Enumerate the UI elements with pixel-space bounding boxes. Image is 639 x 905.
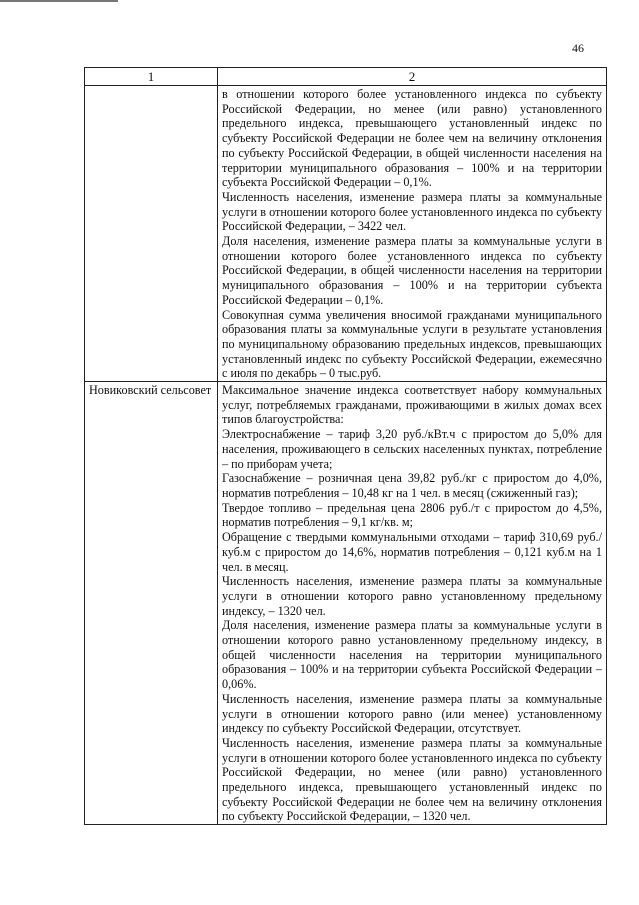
paragraph: Численность населения, изменение размера платы за коммунальные услуги в отношении которого равно установленному предельному индексу, – 1320 чел. [222, 574, 602, 618]
paragraph: Максимальное значение индекса соответствует набору коммунальных услуг, потребляемых гражданами, проживающими в жилых домах всех типов благоустройства: [222, 383, 602, 427]
paragraph: в отношении которого более установленного индекса по субъекту Российской Федерации, но менее (или равно) установленного предельного индекса, превышающего установленный индекс по субъекту Российской Федерации не более чем на величину отклонения по субъекту Российской Федерации, в общей численности населения на территории муниципального образования – 100% и на территории субъекта Российской Федерации – 0,1%. [222, 87, 602, 190]
table-header-row [85, 68, 607, 86]
description-cell [218, 86, 607, 382]
table-row [85, 382, 607, 825]
paragraph: Твердое топливо – предельная цена 2806 руб./т с приростом до 4,5%, норматив потребления – 9,1 кг/кв. м; [222, 500, 602, 530]
paragraph: Доля населения, изменение размера платы за коммунальные услуги в отношении которого равно установленному предельному индексу, в общей численности населения на территории муниципального образования – 100% и на территории субъекта Российской Федерации – 0,06%. [222, 618, 602, 692]
paragraph: Численность населения, изменение размера платы за коммунальные услуги в отношении которого равно (или менее) установленному индексу по субъекту Российской Федерации, отсутствует. [222, 691, 602, 736]
paragraph: Газоснабжение – розничная цена 39,82 руб./кг с приростом до 4,0%, норматив потребления – 10,48 кг на 1 чел. в месяц (сжиженный газ); [222, 471, 602, 500]
paragraph: Обращение с твердыми коммунальными отходами – тариф 310,69 руб./куб.м с приростом до 14,6%, норматив потребления – 0,121 куб.м на 1 чел. в месяц. [222, 530, 602, 574]
paragraph: Совокупная сумма увеличения вносимой гражданами муниципального образования платы за коммунальные услуги в результате установления по муниципальному образованию предельных индексов, превышающих установленный индекс по субъекту Российской Федерации, ежемесячно с июля по декабрь – 0 тыс.руб. [222, 307, 602, 381]
paragraph: Доля населения, изменение размера платы за коммунальные услуги в отношении которого более установленного индекса по субъекту Российской Федерации, в общей численности населения на территории муниципального образования – 100% и на территории субъекта Российской Федерации – 0,1%. [222, 234, 602, 307]
region-cell: Новиковский сельсовет [85, 382, 218, 825]
paragraph: Электроснабжение – тариф 3,20 руб./кВт.ч с приростом до 5,0% для населения, проживающего в сельских населенных пунктах, потребление – по приборам учета; [222, 427, 602, 471]
description-cell [218, 382, 607, 825]
page-number: 46 [572, 41, 584, 55]
column-header-2: 2 [218, 68, 607, 86]
top-rule [0, 0, 118, 2]
paragraph: Численность населения, изменение размера платы за коммунальные услуги в отношении которого более установленного индекса по субъекту Российской Федерации, но менее (или равно) установленного предельного индекса, превышающего установленный индекс по субъекту Российской Федерации не более чем на величину отклонения по субъекту Российской Федерации, – 1320 чел. [222, 735, 602, 824]
region-cell [85, 86, 218, 382]
column-header-1: 1 [85, 68, 218, 86]
data-table [84, 67, 607, 825]
table-row [85, 86, 607, 382]
paragraph: Численность населения, изменение размера платы за коммунальные услуги в отношении которого более установленного индекса по субъекту Российской Федерации, – 3422 чел. [222, 189, 602, 234]
